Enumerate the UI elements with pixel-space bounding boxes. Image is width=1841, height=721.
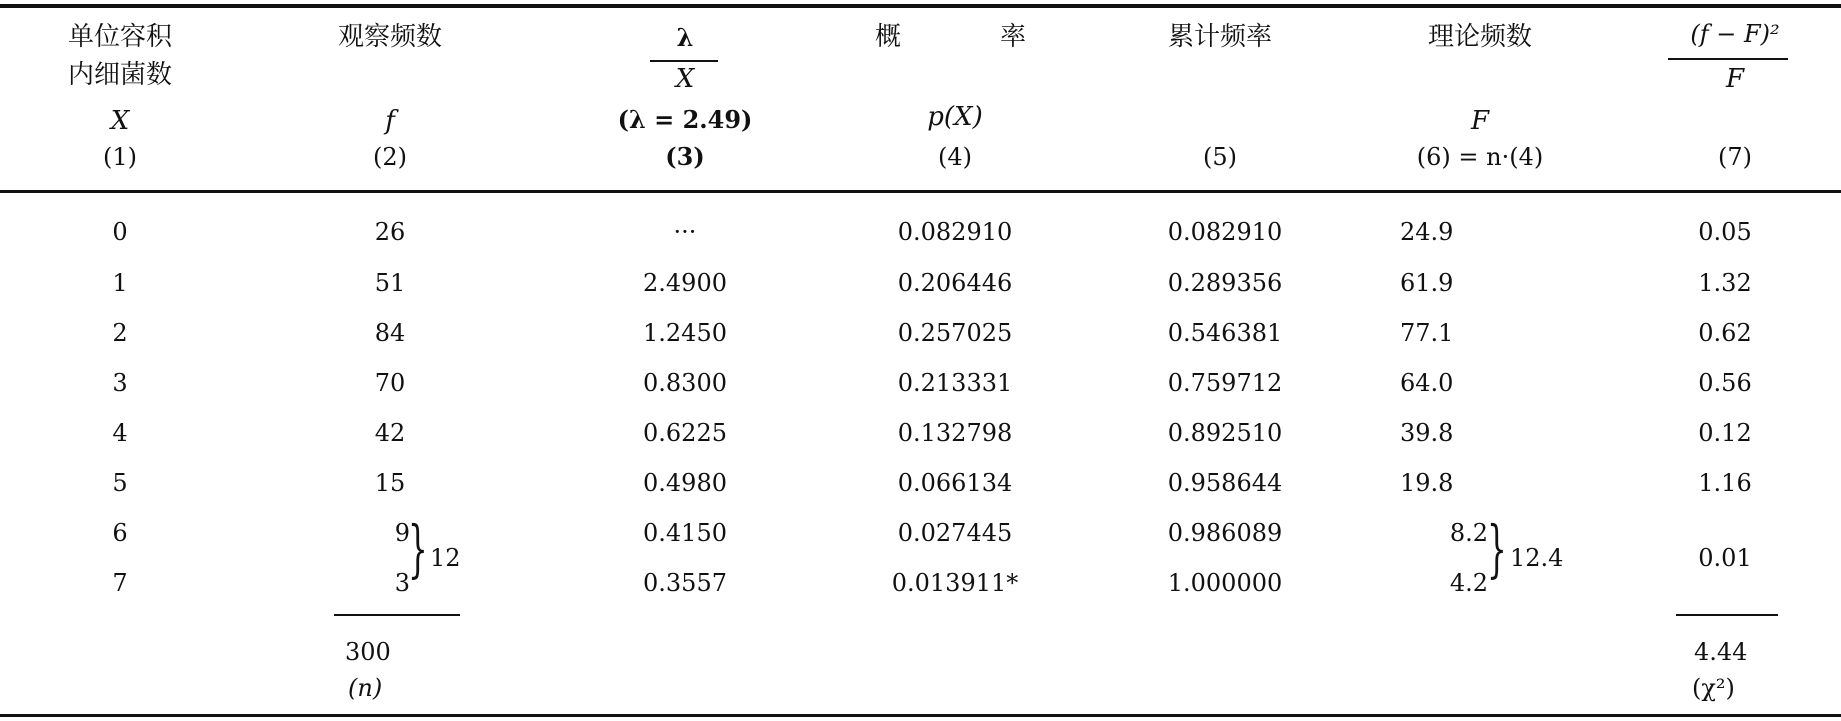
cell-x: 0 xyxy=(112,218,128,246)
cell-cum: 0.546381 xyxy=(1167,319,1283,347)
cell-cum: 0.289356 xyxy=(1167,269,1283,297)
cell-p: 0.013911* xyxy=(891,569,1019,597)
cell-x: 7 xyxy=(112,569,128,597)
header-col2-symbol: f xyxy=(385,106,395,136)
header-col4-index: (4) xyxy=(938,143,972,171)
cell-F: 4.2 xyxy=(1449,569,1488,597)
cell-p: 0.206446 xyxy=(897,269,1013,297)
header-col3-denominator: X xyxy=(675,64,695,94)
cell-cum: 0.958644 xyxy=(1167,469,1283,497)
brace-f: } xyxy=(408,512,428,585)
header-col3-note: (λ = 2.49) xyxy=(617,105,753,134)
cell-F: 77.1 xyxy=(1400,319,1454,347)
cell-chi: 0.12 xyxy=(1698,419,1752,447)
header-col3-numerator: λ xyxy=(676,23,694,52)
table-bottom-rule xyxy=(0,714,1841,717)
header-col4-symbol: p(X) xyxy=(927,102,983,132)
cell-cum: 0.082910 xyxy=(1167,218,1283,246)
cell-chi: 1.32 xyxy=(1698,269,1752,297)
cell-ratio: 0.8300 xyxy=(643,369,727,397)
chi-total-rule xyxy=(1676,614,1778,616)
cell-x: 1 xyxy=(112,269,128,297)
cell-f: 26 xyxy=(374,218,406,246)
cell-p: 0.213331 xyxy=(897,369,1013,397)
cell-x: 3 xyxy=(112,369,128,397)
cell-f: 51 xyxy=(374,269,406,297)
cell-ratio: 0.3557 xyxy=(643,569,727,597)
cell-p: 0.082910 xyxy=(897,218,1013,246)
header-col4-title-left: 概 xyxy=(875,22,902,52)
header-col1-symbol: X xyxy=(110,106,130,136)
cell-f: 84 xyxy=(374,319,406,347)
table-header-rule xyxy=(0,190,1841,193)
f-total-rule xyxy=(334,614,460,616)
total-chi-value: 4.44 xyxy=(1694,638,1748,666)
cell-ratio: 0.4980 xyxy=(643,469,727,497)
header-col3-index: (3) xyxy=(665,142,705,171)
brace-F: } xyxy=(1487,512,1507,585)
header-col2-title: 观察频数 xyxy=(337,22,442,52)
merged-chi: 0.01 xyxy=(1698,544,1752,572)
cell-p: 0.066134 xyxy=(897,469,1013,497)
cell-F: 8.2 xyxy=(1449,519,1488,547)
header-col7-numerator: (f − F)² xyxy=(1690,20,1780,48)
cell-cum: 1.000000 xyxy=(1167,569,1283,597)
cell-f: 70 xyxy=(374,369,406,397)
header-col1-index: (1) xyxy=(103,143,137,171)
cell-f: 9 xyxy=(394,519,410,547)
cell-ratio: 0.6225 xyxy=(643,419,727,447)
cell-cum: 0.986089 xyxy=(1167,519,1283,547)
cell-ratio: 2.4900 xyxy=(643,269,727,297)
header-col4-title-right: 率 xyxy=(1000,22,1027,52)
cell-p: 0.027445 xyxy=(897,519,1013,547)
header-col7-index: (7) xyxy=(1718,143,1752,171)
merged-F-sum: 12.4 xyxy=(1510,544,1564,572)
cell-x: 5 xyxy=(112,469,128,497)
cell-chi: 1.16 xyxy=(1698,469,1752,497)
total-n-value: 300 xyxy=(345,638,391,666)
cell-x: 4 xyxy=(112,419,128,447)
cell-x: 6 xyxy=(112,519,128,547)
cell-F: 64.0 xyxy=(1400,369,1454,397)
cell-p: 0.257025 xyxy=(897,319,1013,347)
merged-f-sum: 12 xyxy=(430,544,461,572)
cell-cum: 0.892510 xyxy=(1167,419,1283,447)
cell-f: 42 xyxy=(374,419,406,447)
cell-F: 19.8 xyxy=(1400,469,1454,497)
table-top-rule xyxy=(0,4,1841,8)
cell-ratio: ··· xyxy=(673,218,697,246)
total-n-label: (n) xyxy=(348,674,383,702)
cell-ratio: 1.2450 xyxy=(643,319,727,347)
cell-chi: 0.56 xyxy=(1698,369,1752,397)
cell-cum: 0.759712 xyxy=(1167,369,1283,397)
cell-x: 2 xyxy=(112,319,128,347)
cell-chi: 0.05 xyxy=(1698,218,1752,246)
header-col5-index: (5) xyxy=(1203,143,1237,171)
cell-f: 15 xyxy=(374,469,406,497)
cell-F: 61.9 xyxy=(1400,269,1454,297)
cell-p: 0.132798 xyxy=(897,419,1013,447)
header-col2-index: (2) xyxy=(373,143,407,171)
cell-F: 39.8 xyxy=(1400,419,1454,447)
header-col1-line2: 内细菌数 xyxy=(67,60,172,90)
header-col6-index: (6) = n·(4) xyxy=(1416,143,1544,171)
header-col3-fraction-bar xyxy=(650,60,718,62)
cell-F: 24.9 xyxy=(1400,218,1454,246)
cell-chi: 0.62 xyxy=(1698,319,1752,347)
header-col7-fraction-bar xyxy=(1668,58,1788,60)
header-col1-line1: 单位容积 xyxy=(67,22,172,52)
header-col6-title: 理论频数 xyxy=(1427,22,1532,52)
header-col6-symbol: F xyxy=(1470,106,1490,136)
total-chi-label: (χ²) xyxy=(1692,674,1735,702)
cell-f: 3 xyxy=(394,569,410,597)
cell-ratio: 0.4150 xyxy=(643,519,727,547)
header-col5-title: 累计频率 xyxy=(1167,22,1272,52)
header-col7-denominator: F xyxy=(1725,64,1745,94)
